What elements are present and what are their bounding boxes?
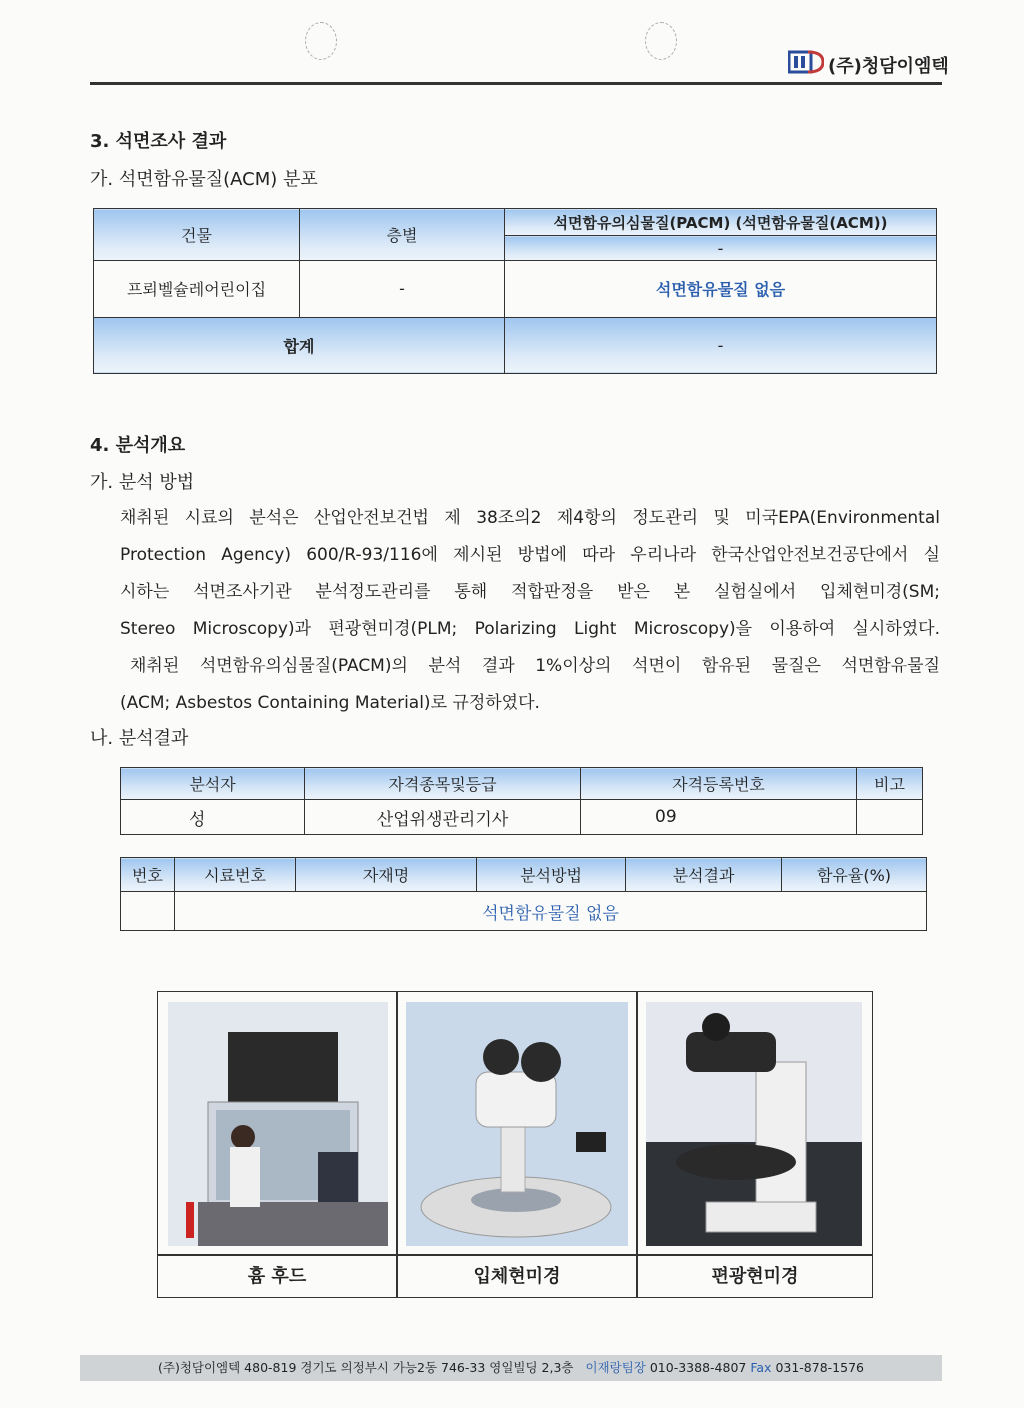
- col-pacm: 석면함유의심물질(PACM) (석면함유물질(ACM)): [505, 209, 937, 236]
- sample-no-header: 시료번호: [175, 858, 296, 892]
- row-result: 석면함유물질 없음: [505, 261, 937, 317]
- acm-distribution-table: [93, 208, 937, 374]
- sample-result: 석면함유물질 없음: [175, 892, 927, 931]
- header-rule: [90, 82, 942, 85]
- method-subtitle: 가. 분석 방법: [90, 472, 195, 493]
- divider: [636, 992, 638, 1297]
- caption-polarizing: 편광현미경: [711, 1266, 799, 1287]
- method-header: 분석방법: [477, 858, 626, 892]
- analyst-name: 성: [121, 800, 305, 835]
- polarizing-microscope-photo: [646, 1002, 862, 1246]
- para1-line: Stereo Microscopy)과 편광현미경(PLM; Polarizing Light Microscopy)을 이용하여 실시하였다.: [120, 619, 940, 639]
- total-label: 합계: [94, 317, 505, 373]
- result-subtitle: 나. 분석결과: [90, 728, 189, 749]
- divider: [396, 992, 398, 1297]
- fume-hood-photo: [168, 1002, 388, 1246]
- col-building: 건물: [94, 209, 300, 261]
- footer-fax-label: Fax: [750, 1360, 772, 1375]
- footer-phone: 010-3388-4807: [649, 1360, 747, 1375]
- stereo-microscope-photo: [406, 1002, 628, 1246]
- footer-bar: [80, 1355, 942, 1381]
- method-paragraph: [120, 500, 940, 648]
- sample-no-cell: [121, 892, 175, 931]
- regno-value: 09: [581, 800, 857, 835]
- sample-table: [120, 857, 927, 931]
- note-header: 비고: [857, 768, 923, 800]
- caption-fume-hood: 흄 후드: [247, 1266, 307, 1287]
- no-header: 번호: [121, 858, 175, 892]
- punch-hole: [305, 22, 337, 60]
- regno-header: 자격등록번호: [581, 768, 857, 800]
- result-header: 분석결과: [626, 858, 782, 892]
- content-header: 함유율(%): [782, 858, 927, 892]
- company-logo-icon: [788, 48, 824, 76]
- col-floor: 층별: [300, 209, 505, 261]
- para1-line: 채취된 시료의 분석은 산업안전보건법 제 38조의2 제4항의 정도관리 및 미국EPA(Environmental: [120, 508, 940, 528]
- row-building: 프뢰벨슐레어린이집: [94, 261, 300, 317]
- footer-contact: 이재랑팀장: [585, 1360, 646, 1375]
- definition-paragraph: [120, 648, 940, 722]
- para1-line: Protection Agency) 600/R-93/116에 제시된 방법에 따라 우리나라 한국산업안전보건공단에서 실: [120, 545, 940, 565]
- divider: [158, 1254, 872, 1256]
- note-value: [857, 800, 923, 835]
- photo-grid: [157, 991, 873, 1298]
- analyst-header: 분석자: [121, 768, 305, 800]
- para1-line: 시하는 석면조사기관 분석정도관리를 통해 적합판정을 받은 본 실험실에서 입체현미경(SM;: [120, 582, 940, 602]
- footer-fax: 031-878-1576: [775, 1360, 864, 1375]
- punch-hole: [645, 22, 677, 60]
- analyst-table: [120, 767, 923, 835]
- section3-title: 3. 석면조사 결과: [90, 131, 227, 152]
- para2-line: 채취된 석면함유의심물질(PACM)의 분석 결과 1%이상의 석면이 함유된 물질은 석면함유물질: [130, 656, 940, 676]
- material-header: 자재명: [296, 858, 477, 892]
- para2-line: (ACM; Asbestos Containing Material)로 규정하였다.: [120, 693, 540, 713]
- qualification-header: 자격종목및등급: [305, 768, 581, 800]
- row-floor: -: [300, 261, 505, 317]
- col-pacm-sub: -: [505, 236, 937, 261]
- total-value: -: [505, 317, 937, 373]
- caption-stereo: 입체현미경: [473, 1266, 561, 1287]
- section4-title: 4. 분석개요: [90, 435, 186, 456]
- qualification-value: 산업위생관리기사: [305, 800, 581, 835]
- company-name: (주)청담이엠텍: [828, 56, 949, 77]
- footer-address: (주)청담이엠텍 480-819 경기도 의정부시 가능2동 746-33 영일빌딩 2,3층: [158, 1360, 574, 1375]
- section3-subtitle: 가. 석면함유물질(ACM) 분포: [90, 169, 318, 190]
